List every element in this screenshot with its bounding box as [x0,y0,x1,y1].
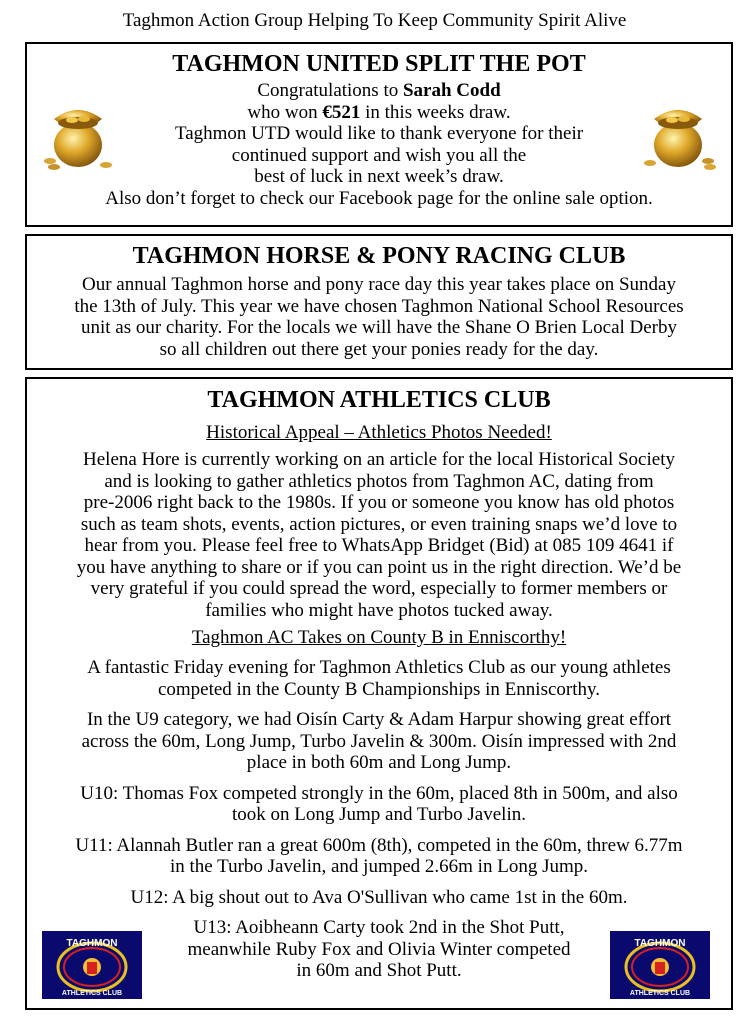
pot-line: best of luck in next week’s draw. [254,166,504,187]
county-heading: Taghmon AC Takes on County B in Enniscorthy! [191,627,567,648]
pot-of-gold-icon [40,95,120,175]
u13-line: in 60m and Shot Putt. [296,960,462,981]
congrats-line [27,80,731,102]
won-prefix: who won [247,101,323,123]
logo-bottom-text: ATHLETICS CLUB [629,990,691,997]
racing-club-title: TAGHMON HORSE & PONY RACING CLUB [132,243,626,269]
racing-line: unit as our charity. For the locals we will have the Shane O Brien Local Derby [80,317,678,338]
appeal-line: very grateful if you could spread the word, especially to former members or [90,578,668,599]
racing-line: Our annual Taghmon horse and pony race day this year takes place on Sunday [81,274,676,295]
racing-line: the 13th of July. This year we have chosen Taghmon National School Resources [74,295,684,317]
racing-club-box [25,234,733,370]
u13-line: meanwhile Ruby Fox and Olivia Winter competed [187,938,571,960]
winner-name: Sarah Codd [402,80,501,101]
u10-line: U10: Thomas Fox competed strongly in the 60m, placed 8th in 500m, and also [80,782,678,804]
racing-line: so all children out there get your ponies ready for the day. [159,338,599,360]
athletics-club-title: TAGHMON ATHLETICS CLUB [207,387,551,413]
u9-line: place in both 60m and Long Jump. [246,752,512,773]
athletics-club-logo [610,931,710,999]
pot-line: Also don’t forget to check our Facebook page for the online sale option. [105,187,653,209]
athletics-club-logo [42,931,142,999]
split-the-pot-title: TAGHMON UNITED SPLIT THE POT [172,51,586,77]
appeal-line: you have anything to share or if you can point us in the right direction. We’d be [76,556,682,578]
appeal-line: hear from you. Please feel free to WhatsApp Bridget (Bid) at 085 109 4641 if [84,535,674,556]
athletics-club-box [25,377,733,1010]
pot-line: Taghmon UTD would like to thank everyone for their [174,123,584,144]
won-line [27,102,731,124]
u13-line: U13: Aoibheann Carty took 2nd in the Shot Putt, [193,917,565,938]
split-the-pot-box [25,42,733,227]
appeal-heading: Historical Appeal – Athletics Photos Needed! [206,422,552,443]
u12-line: U12: A big shout out to Ava O'Sullivan who came 1st in the 60m. [130,886,628,908]
appeal-line: Helena Hore is currently working on an article for the local Historical Society [83,449,675,470]
u11-line: U11: Alannah Butler ran a great 600m (8th), competed in the 60m, threw 6.77m [75,834,683,856]
pot-of-gold-icon [638,95,718,175]
u9-line: In the U9 category, we had Oisín Carty & Adam Harpur showing great effort [86,709,672,730]
prize-amount: €521 [322,101,361,123]
page-header: Taghmon Action Group Helping To Keep Community Spirit Alive [122,10,627,31]
logo-top-text: TAGHMON [634,938,686,949]
intro-line: competed in the County B Championships in Enniscorthy. [157,678,601,700]
pot-line: continued support and wish you all the [231,144,527,166]
u11-line: in the Turbo Javelin, and jumped 2.66m in Long Jump. [170,856,588,877]
logo-top-text: TAGHMON [66,938,118,949]
intro-line: A fantastic Friday evening for Taghmon Athletics Club as our young athletes [87,657,671,678]
u9-line: across the 60m, Long Jump, Turbo Javelin & 300m. Oisín impressed with 2nd [81,730,677,752]
logo-bottom-text: ATHLETICS CLUB [61,990,123,997]
u10-line: took on Long Jump and Turbo Javelin. [232,804,526,825]
appeal-line: and is looking to gather athletics photos from Taghmon AC, dating from [104,470,654,492]
congrats-prefix: Congratulations to [257,80,403,101]
appeal-line: families who might have photos tucked away. [205,599,553,621]
appeal-line: such as team shots, events, action pictures, or even training snaps we’d love to [80,513,678,535]
won-suffix: in this weeks draw. [360,101,511,123]
appeal-line: pre-2006 right back to the 1980s. If you or someone you know has old photos [83,492,675,513]
